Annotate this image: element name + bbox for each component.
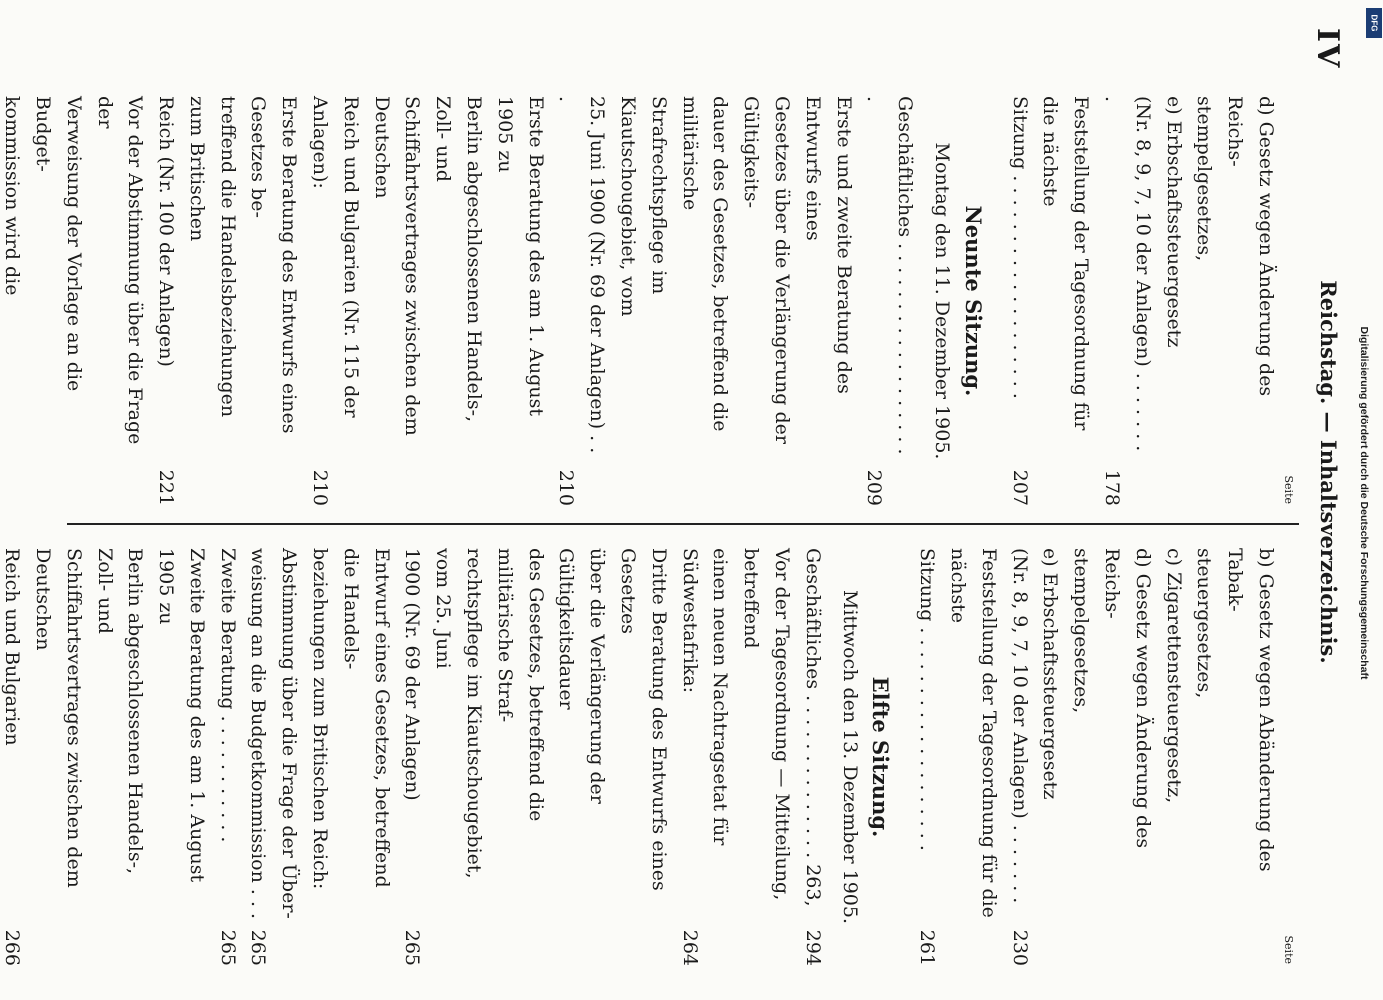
entry-page-number: 210 — [309, 469, 332, 506]
toc-entry — [243, 96, 305, 506]
entry-text: Sitzung . . . . . . . . . . . . . . . . . . . — [1008, 96, 1031, 399]
entry-text: Dritte Beratung des Entwurfs eines Gesetzes — [617, 548, 670, 891]
entry-text: Gesetzes über die Verlängerung der Gültigkeits- — [740, 96, 794, 444]
toc-entry — [427, 548, 489, 966]
dfg-logo-text: DFG — [1369, 14, 1379, 32]
entry-text: e) Erbschaftssteuergesetz — [1039, 548, 1062, 800]
entry-text: dauer des Gesetzes, betreffend die militärische — [678, 96, 732, 432]
session-entries — [0, 548, 828, 966]
toc-entry — [27, 96, 89, 506]
toc-entry — [551, 96, 613, 506]
entry-text: Erste Beratung des am 1. August 1905 zu — [493, 96, 547, 417]
entry-page-number: 265 — [247, 929, 270, 966]
entry-page-number: 178 — [1101, 469, 1124, 506]
entry-text: Erste Beratung des Entwurfs eines Gesetzes be- — [247, 96, 301, 434]
entry-text: Vor der Tagesordnung — Mitteilung, betreffend — [740, 548, 794, 901]
toc-entry — [1096, 548, 1158, 966]
running-title: Reichstag. — Inhaltsverzeichnis. — [1316, 280, 1341, 664]
entry-page-number: 265 — [401, 929, 424, 966]
entry-text: 1900 (Nr. 69 der Anlagen) — [401, 548, 424, 801]
session-date: Montag den 11. Dezember 1905. — [931, 142, 954, 460]
entry-text: c) Zigarettensteuergesetz, — [1162, 548, 1185, 804]
session-heading: Elfte Sitzung. — [868, 676, 894, 838]
toc-entry — [397, 548, 428, 966]
toc-entry — [89, 548, 151, 966]
toc-entry — [674, 548, 736, 966]
entry-text: Reich und Bulgarien — [1, 548, 24, 746]
entry-text: treffend die Handelsbeziehungen zum Britischen — [185, 96, 239, 418]
toc-entry — [1065, 548, 1096, 966]
entry-text: 25. Juni 1900 (Nr. 69 der Anlagen) . . . — [555, 96, 609, 454]
entry-text: d) Gesetz wegen Änderung des Reichs- — [1224, 96, 1277, 397]
digitization-note — [1352, 8, 1376, 998]
entry-text: Feststellung der Tagesordnung für die nächste — [947, 548, 1000, 918]
toc-entry — [0, 548, 27, 966]
toc-entry — [150, 548, 212, 966]
entry-text: Erste und zweite Beratung des Entwurfs eines — [801, 96, 855, 394]
toc-entry — [859, 96, 921, 506]
toc-entry — [1158, 96, 1189, 506]
toc-entry — [1004, 96, 1035, 506]
entry-text: Reich (Nr. 100 der Anlagen) — [155, 96, 178, 367]
entry-text: Zweite Beratung . . . . . . . . . . . — [216, 548, 239, 843]
entry-text: Reich und Bulgarien (Nr. 115 der Anlagen): — [309, 96, 362, 418]
entry-text: Geschäftliches . . . . . . . . . . . . . . 263, — [801, 548, 824, 907]
entry-text: Feststellung der Tagesordnung für die nächste — [1039, 96, 1093, 431]
seite-label: Seite — [1282, 935, 1295, 964]
toc-entry — [551, 548, 613, 966]
toc-entry — [735, 548, 797, 966]
entry-text: Schiffahrtsvertrages zwischen dem Deutschen — [31, 548, 85, 888]
toc-entry — [150, 96, 181, 506]
toc-entry — [942, 548, 1004, 966]
toc-entry — [797, 548, 828, 966]
entry-text: weisung an die Budgetkommission . . . — [247, 548, 270, 920]
toc-entry — [489, 96, 551, 506]
toc-entry — [1158, 548, 1189, 966]
entry-text: Schiffahrtsvertrages zwischen dem Deutschen — [370, 96, 424, 436]
entry-text: steuergesetzes, — [1193, 548, 1216, 699]
entry-text: Berlin abgeschlossenen Handels-, Zoll- und — [432, 96, 486, 423]
entry-text: stempelgesetzes, — [1070, 548, 1093, 714]
toc-entry — [1189, 548, 1220, 966]
toc-entry — [243, 548, 274, 966]
toc-entry — [612, 96, 674, 506]
toc-entry — [1219, 548, 1281, 966]
session-date: Mittwoch den 13. Dezember 1905. — [838, 589, 861, 925]
entry-text: Sitzung . . . . . . . . . . . . . . . . . . . — [916, 548, 939, 851]
entry-page-number: 264 — [678, 929, 701, 966]
column-divider — [67, 523, 1299, 525]
toc-entry — [674, 96, 736, 506]
entry-text: stempelgesetzes, — [1193, 96, 1216, 262]
entry-text: Verweisung der Vorlage an die Budget- — [31, 96, 85, 392]
entry-page-number: 261 — [916, 929, 939, 966]
entry-text: b) Gesetz wegen Abänderung des Tabak- — [1224, 548, 1277, 872]
entry-page-number: 210 — [555, 469, 578, 506]
toc-entry — [911, 548, 942, 966]
entry-text: einen neuen Nachtragsetat für Südwestafrika: — [678, 548, 732, 846]
toc-entry — [212, 548, 243, 966]
continued-entries — [911, 548, 1281, 966]
entry-text: Berlin abgeschlossenen Handels-, Zoll- und — [93, 548, 147, 875]
entry-text: e) Erbschaftssteuergesetz — [1162, 96, 1185, 348]
toc-entry — [735, 96, 797, 506]
entry-page-number: 294 — [801, 929, 824, 966]
session-entries — [0, 96, 920, 506]
toc-entry — [89, 96, 151, 506]
toc-entry — [1096, 96, 1158, 506]
toc-entry — [27, 548, 89, 966]
entry-text: Zweite Beratung des am 1. August 1905 zu — [155, 548, 208, 883]
entry-text: Vor der Abstimmung über die Frage der — [93, 96, 147, 445]
toc-entry — [797, 96, 859, 506]
entry-text: beziehungen zum Britischen Reich: — [309, 548, 332, 890]
entry-page-number: 266 — [1, 929, 24, 966]
entry-page-number: 230 — [1008, 929, 1031, 966]
toc-entry — [489, 548, 551, 966]
seite-label: Seite — [1282, 475, 1295, 504]
session-heading: Neunte Sitzung. — [960, 205, 986, 397]
entry-text: (Nr. 8, 9, 7, 10 der Anlagen) . . . . . . . . — [1101, 96, 1154, 452]
funding-note-text: Digitalisierung gefördert durch die Deutsche Forschungsgemeinschaft — [1358, 326, 1370, 680]
entry-page-number: 221 — [155, 469, 178, 506]
entry-text: (Nr. 8, 9, 7, 10 der Anlagen) . . . . . . . — [1008, 548, 1031, 904]
toc-entry — [0, 96, 27, 506]
entry-text: kommission wird die — [1, 96, 24, 296]
toc-entry — [181, 96, 243, 506]
toc-entry — [304, 96, 366, 506]
toc-entry — [427, 96, 489, 506]
entry-text: rechtspflege im Kiautschougebiet, vom 25. Juni — [432, 548, 486, 879]
right-column — [0, 548, 1295, 966]
toc-entry — [304, 548, 335, 966]
entry-text: Strafrechtspflege im Kiautschougebiet, vom — [617, 96, 670, 317]
toc-entry — [366, 96, 428, 506]
toc-entry — [1219, 96, 1281, 506]
toc-entry — [1035, 96, 1097, 506]
toc-entry — [1004, 548, 1035, 966]
toc-entry — [274, 548, 305, 966]
page-header — [1305, 0, 1345, 1000]
entry-text: Entwurf eines Gesetzes, betreffend die Handels- — [339, 548, 393, 888]
entry-text: d) Gesetz wegen Änderung des Reichs- — [1101, 548, 1154, 849]
dfg-logo — [1366, 8, 1382, 38]
entry-text: Abstimmung über die Frage der Über- — [278, 548, 301, 919]
page-number: IV — [1310, 28, 1345, 70]
toc-entry — [335, 548, 397, 966]
toc-entry — [612, 548, 674, 966]
entry-page-number: 265 — [216, 929, 239, 966]
left-column — [0, 96, 1295, 506]
entry-text: über die Verlängerung der Gültigkeitsdauer — [555, 548, 609, 804]
entry-page-number: 207 — [1008, 469, 1031, 506]
entry-text: Geschäftliches . . . . . . . . . . . . . . . . . . . — [863, 96, 917, 455]
entry-text: des Gesetzes, betreffend die militärische Straf- — [493, 548, 547, 822]
toc-entry — [1035, 548, 1066, 966]
continued-entries — [1004, 96, 1281, 506]
toc-entry — [1189, 96, 1220, 506]
entry-page-number: 209 — [863, 469, 886, 506]
